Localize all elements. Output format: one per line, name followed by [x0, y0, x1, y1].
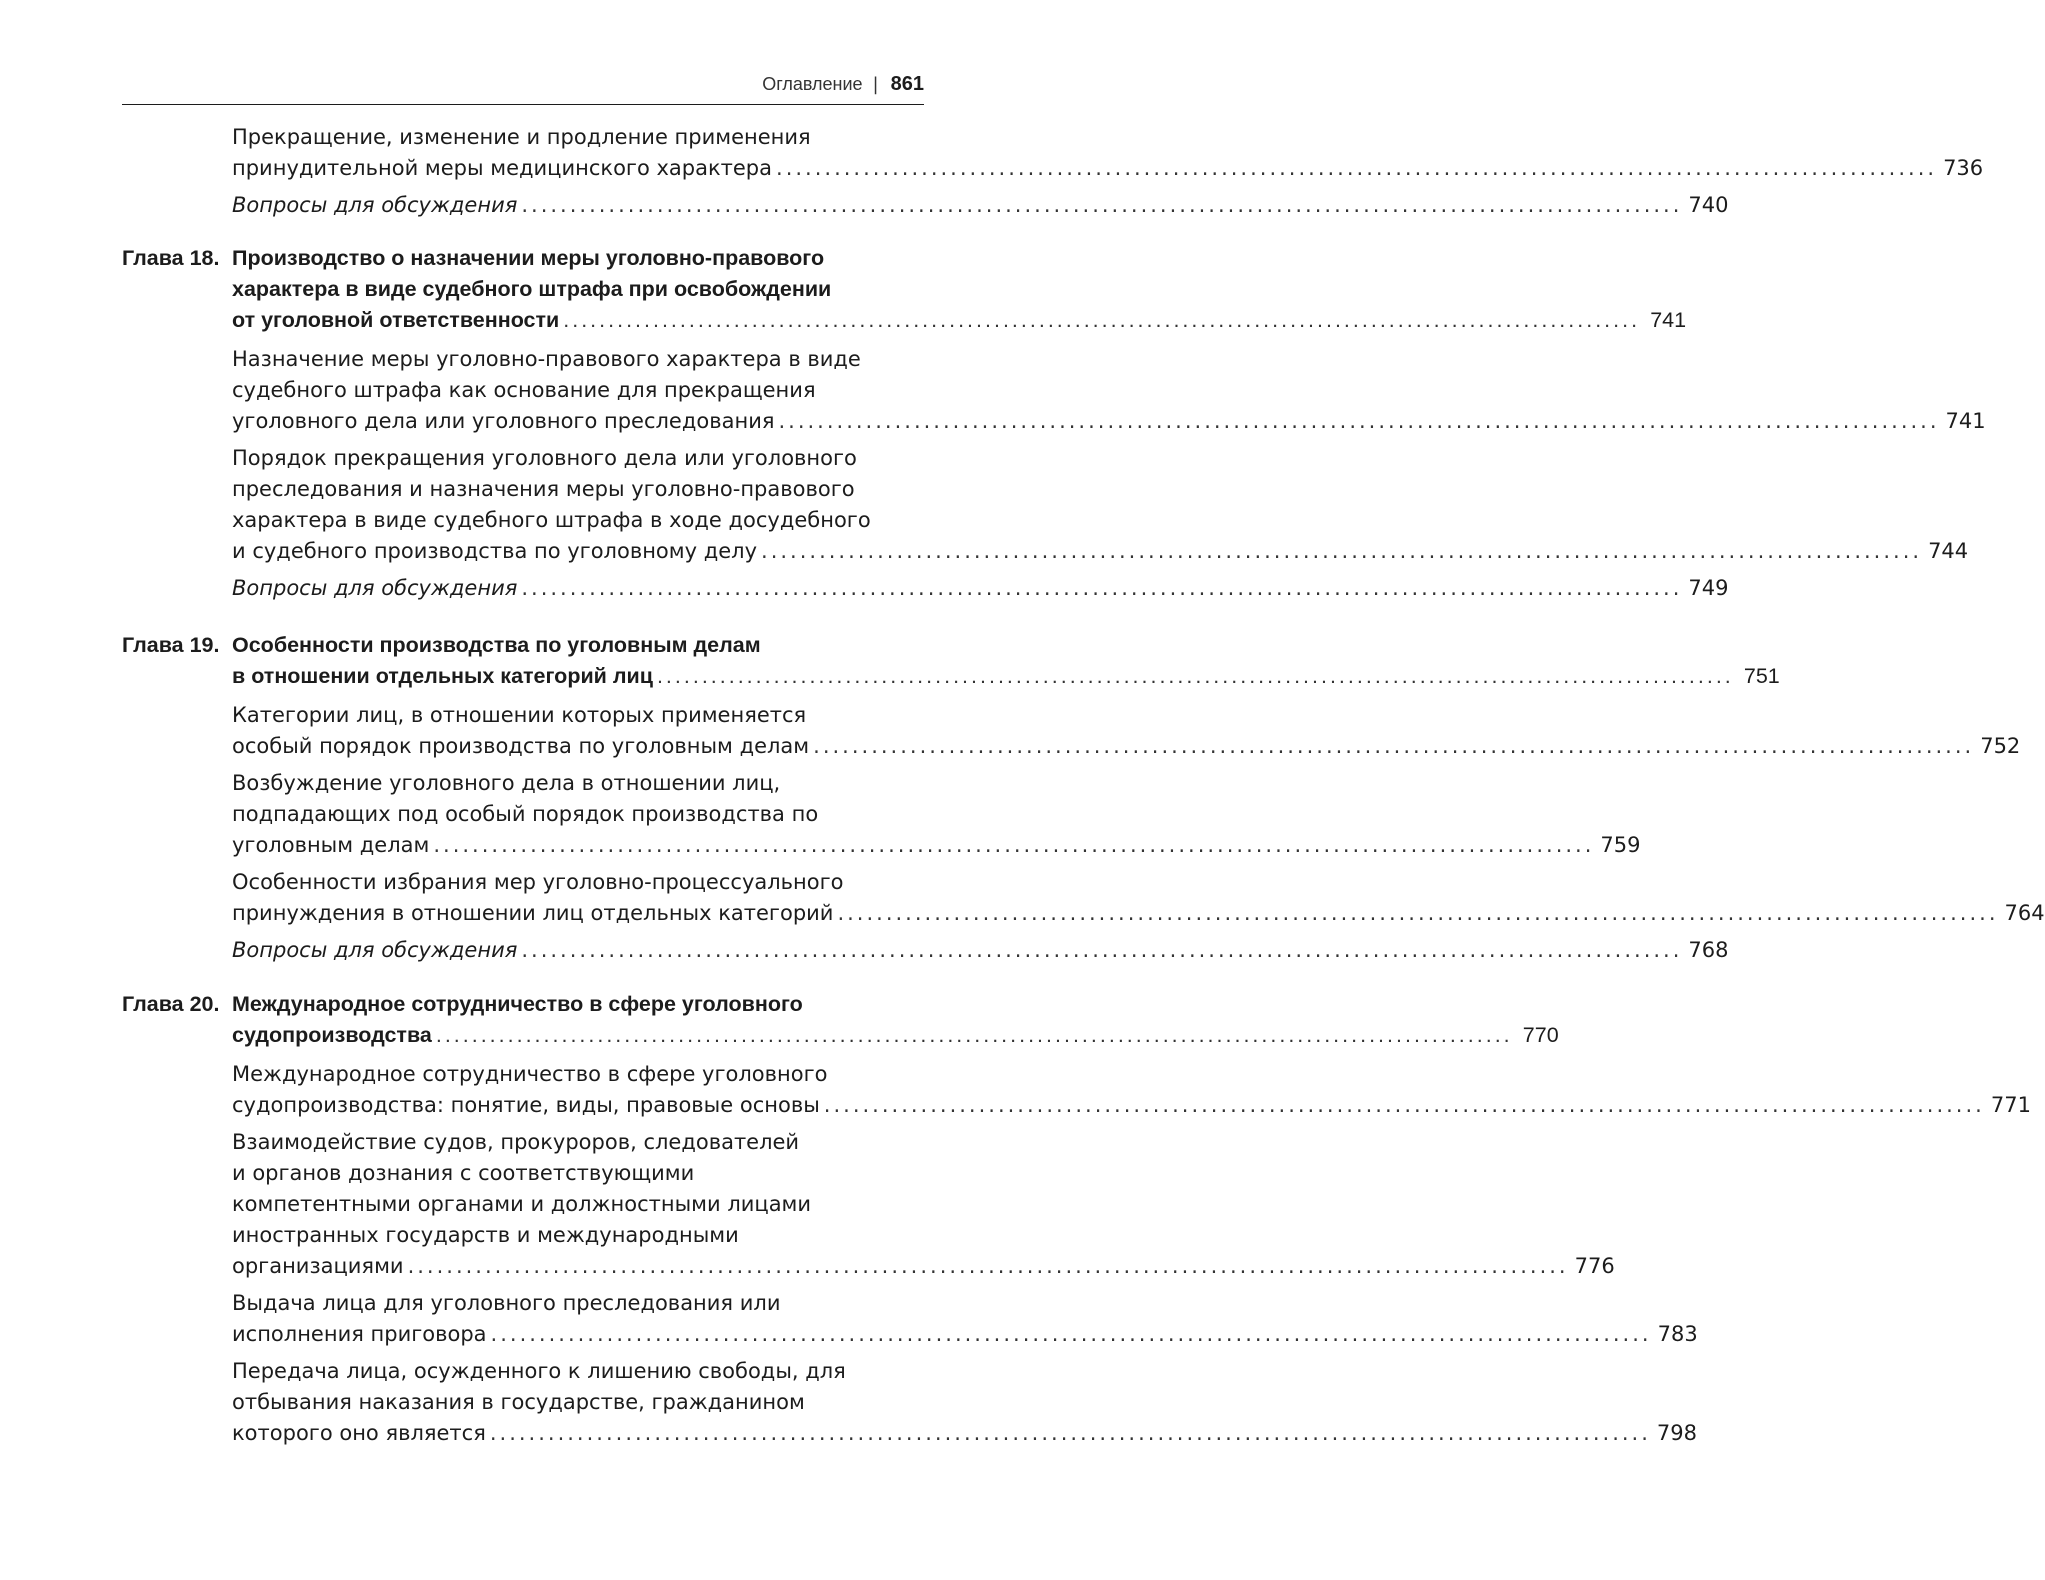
entry-text-line: Особенности производства по уголовным делам	[232, 633, 761, 657]
dot-leader: ........................................................................................................................	[489, 1421, 1651, 1445]
toc-entry	[232, 573, 1729, 604]
entry-text-line: Вопросы для обсуждения	[232, 576, 518, 600]
entry-text-line: отбывания наказания в государстве, гражданином	[232, 1390, 805, 1414]
dot-leader: ........................................................................................................................	[761, 539, 1923, 563]
dot-leader: ........................................................................................................................	[433, 833, 1595, 857]
toc-entry	[232, 700, 2021, 762]
entry-text-line: Международное сотрудничество в сфере уголовного	[232, 992, 803, 1016]
toc-entry	[232, 1059, 2031, 1121]
toc-entry	[232, 443, 1969, 567]
entry-page-number: 770	[1522, 1023, 1559, 1047]
entry-text-line: уголовного дела или уголовного преследования	[232, 409, 775, 433]
entry-page-number: 798	[1656, 1421, 1697, 1445]
entry-text-line: исполнения приговора	[232, 1322, 487, 1346]
entry-page-number: 768	[1688, 938, 1729, 962]
entry-text-line: принудительной меры медицинского характера	[232, 156, 773, 180]
header-separator: |	[872, 74, 879, 95]
entry-text-line: которого оно является	[232, 1421, 486, 1445]
entry-text-line: характера в виде судебного штрафа при освобождении	[232, 277, 832, 301]
dot-leader: ........................................................................................................................	[823, 1093, 1985, 1117]
entry-page-number: 751	[1743, 664, 1780, 688]
header-section-title: Оглавление	[762, 74, 863, 94]
entry-text-line: компетентными органами и должностными лицами	[232, 1192, 812, 1216]
entry-text-line: Производство о назначении меры уголовно-правового	[232, 246, 825, 270]
entry-text-line: Назначение меры уголовно-правового характера в виде	[232, 347, 861, 371]
entry-text-line: Прекращение, изменение и продление применения	[232, 125, 811, 149]
dot-leader: ........................................................................................................................	[521, 193, 1683, 217]
toc-entry	[232, 344, 1986, 437]
entry-page-number: 736	[1943, 156, 1984, 180]
chapter-label: Глава 18.	[122, 246, 220, 270]
entry-text-line: Взаимодействие судов, прокуроров, следователей	[232, 1130, 800, 1154]
entry-page-number: 771	[1990, 1093, 2031, 1117]
entry-text-line: от уголовной ответственности	[232, 308, 560, 332]
entry-text-line: характера в виде судебного штрафа в ходе досудебного	[232, 508, 871, 532]
toc-entry	[232, 768, 1641, 861]
dot-leader: ........................................................................................................................	[813, 734, 1975, 758]
entry-page-number: 752	[1980, 734, 2021, 758]
entry-text-line: Особенности избрания мер уголовно-процессуального	[232, 870, 844, 894]
toc-entry	[232, 935, 1729, 966]
dot-leader: ........................................................................................................................	[656, 664, 1734, 688]
entry-page-number: 759	[1600, 833, 1641, 857]
entry-text-line: особый порядок производства по уголовным делам	[232, 734, 810, 758]
entry-text-line: организациями	[232, 1254, 404, 1278]
entry-page-number: 776	[1574, 1254, 1615, 1278]
toc-entry	[232, 867, 2045, 929]
entry-text-line: и судебного производства по уголовному делу	[232, 539, 758, 563]
entry-page-number: 783	[1657, 1322, 1698, 1346]
toc-entry	[232, 122, 1984, 184]
entry-page-number: 741	[1650, 308, 1687, 332]
chapter-label: Глава 20.	[122, 992, 220, 1016]
entry-text-line: Возбуждение уголовного дела в отношении лиц,	[232, 771, 781, 795]
entry-text-line: Вопросы для обсуждения	[232, 938, 518, 962]
entry-text-line: в отношении отдельных категорий лиц	[232, 664, 653, 688]
entry-text-line: Вопросы для обсуждения	[232, 193, 518, 217]
entry-page-number: 740	[1688, 193, 1729, 217]
entry-page-number: 764	[2004, 901, 2045, 925]
toc-entry	[232, 1356, 1697, 1449]
entry-text-line: Международное сотрудничество в сфере уголовного	[232, 1062, 828, 1086]
entry-text-line: Порядок прекращения уголовного дела или уголовного	[232, 446, 857, 470]
dot-leader: ........................................................................................................................	[521, 938, 1683, 962]
entry-text-line: Передача лица, осужденного к лишению свободы, для	[232, 1359, 846, 1383]
chapter-label: Глава 19.	[122, 633, 220, 657]
entry-page-number: 744	[1928, 539, 1969, 563]
toc-entry	[232, 190, 1729, 221]
chapter-title	[232, 630, 1780, 692]
chapter-title	[232, 989, 1559, 1051]
toc-entry	[232, 1127, 1615, 1282]
dot-leader: ........................................................................................................................	[407, 1254, 1569, 1278]
entry-text-line: судебного штрафа как основание для прекращения	[232, 378, 816, 402]
entry-text-line: принуждения в отношении лиц отдельных категорий	[232, 901, 834, 925]
dot-leader: ........................................................................................................................	[778, 409, 1940, 433]
entry-text-line: судопроизводства: понятие, виды, правовые основы	[232, 1093, 820, 1117]
entry-page-number: 749	[1688, 576, 1729, 600]
entry-text-line: и органов дознания с соответствующими	[232, 1161, 695, 1185]
dot-leader: ........................................................................................................................	[837, 901, 1999, 925]
chapter-title	[232, 243, 1687, 336]
entry-text-line: Категории лиц, в отношении которых применяется	[232, 703, 807, 727]
entry-text-line: судопроизводства	[232, 1023, 432, 1047]
entry-text-line: преследования и назначения меры уголовно-правового	[232, 477, 855, 501]
dot-leader: ........................................................................................................................	[563, 308, 1641, 332]
dot-leader: ........................................................................................................................	[521, 576, 1683, 600]
toc-entry	[232, 1288, 1698, 1350]
entry-text-line: Выдача лица для уголовного преследования или	[232, 1291, 781, 1315]
entry-text-line: подпадающих под особый порядок производства по	[232, 802, 819, 826]
dot-leader: ........................................................................................................................	[490, 1322, 1652, 1346]
dot-leader: ........................................................................................................................	[776, 156, 1938, 180]
dot-leader: ........................................................................................................................	[435, 1023, 1513, 1047]
header-page-number: 861	[890, 73, 924, 95]
entry-text-line: уголовным делам	[232, 833, 430, 857]
entry-text-line: иностранных государств и международными	[232, 1223, 739, 1247]
entry-page-number: 741	[1945, 409, 1986, 433]
